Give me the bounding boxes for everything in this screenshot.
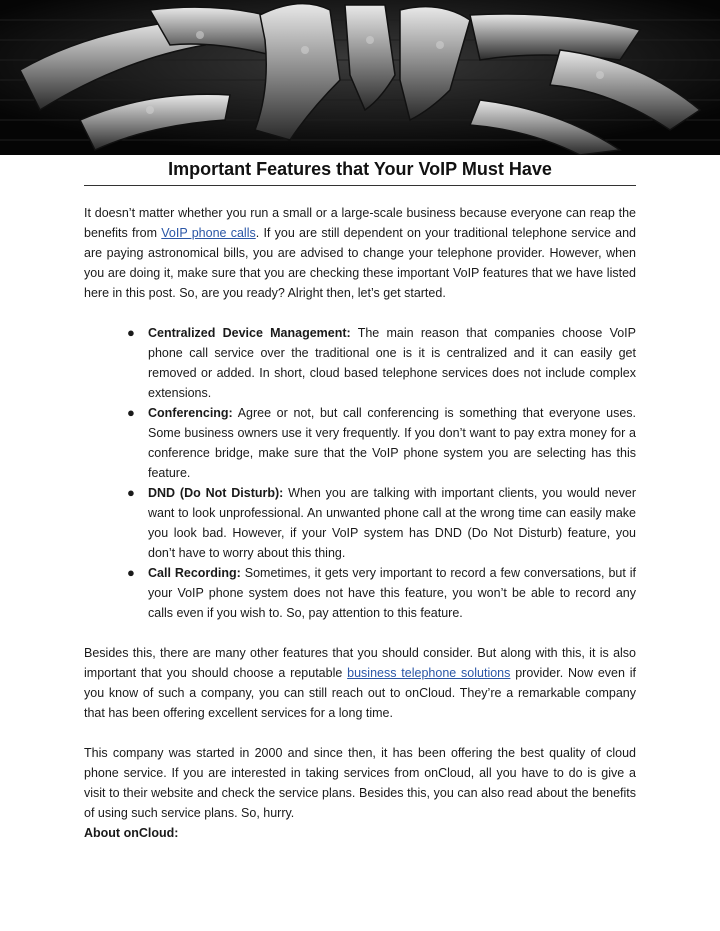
bullet-icon: ●	[127, 485, 135, 500]
feature-text: Agree or not, but call conferencing is something that everyone uses. Some business owners use it very frequently. If you don’t want to pay extra money for a conference bridge, make sure that the VoIP phone system you are selecting has this feature.	[148, 406, 636, 480]
company-paragraph: This company was started in 2000 and since then, it has been offering the best quality of cloud phone service. If you are interested in taking services from onCloud, all you have to do is give a visit to their website and check the service plans. Besides this, you can also read about the benefits of using such service plans. So, hurry.	[84, 746, 636, 820]
voip-phone-calls-link[interactable]: VoIP phone calls	[161, 226, 256, 240]
feature-text: Sometimes, it gets very important to record a few conversations, but if your VoIP phone system does not have this feature, you won’t be able to record any calls even if you wish to. So, pay attention to this feature.	[148, 566, 636, 620]
feature-text: When you are talking with important clients, you would never want to look unprofessional. An unwanted phone call at the wrong time can easily make you look bad. However, if your VoIP system has DND (Do Not Disturb) feature, you don’t have to worry about this thing.	[148, 486, 636, 560]
intro-paragraph	[84, 203, 636, 303]
article-body	[84, 203, 636, 843]
feature-label: Centralized Device Management:	[148, 326, 351, 340]
header-banner-image	[0, 0, 720, 155]
list-item	[84, 483, 636, 563]
para2-text-1: Besides this, there are many other features that you should consider. But along with this, it is also important that you should choose a reputable	[84, 646, 636, 680]
list-item	[84, 403, 636, 483]
feature-label: Conferencing:	[148, 406, 233, 420]
business-telephone-solutions-link[interactable]: business telephone solutions	[347, 666, 511, 680]
page-title: Important Features that Your VoIP Must Have	[168, 159, 552, 179]
features-list	[84, 323, 636, 623]
list-item	[84, 563, 636, 623]
bullet-icon: ●	[127, 565, 135, 580]
intro-text-1: It doesn’t matter whether you run a small or a large-scale business because everyone can reap the benefits from	[84, 206, 636, 240]
feature-label: Call Recording:	[148, 566, 241, 580]
intro-text-2: . If you are still dependent on your traditional telephone service and are paying astronomical bills, you are advised to change your telephone provider. However, when you are doing it, make sure that you are checking these important VoIP features that we have listed here in this post. So, are you ready? Alright then, let’s get started.	[84, 226, 637, 300]
providers-paragraph	[84, 643, 636, 723]
list-item	[84, 323, 636, 403]
about-heading: About onCloud:	[84, 826, 179, 840]
feature-label: DND (Do Not Disturb):	[148, 486, 284, 500]
feature-text: The main reason that companies choose VoIP phone call service over the traditional one is it is centralized and it can easily get removed or added. In short, cloud based telephone services does not include complex extensions.	[148, 326, 636, 400]
para2-text-2: provider. Now even if you know of such a company, you can still reach out to onCloud. They’re a remarkable company that has been offering excellent services for a long time.	[84, 666, 637, 720]
bullet-icon: ●	[127, 325, 135, 340]
bullet-icon: ●	[127, 405, 135, 420]
title-divider	[84, 185, 636, 186]
